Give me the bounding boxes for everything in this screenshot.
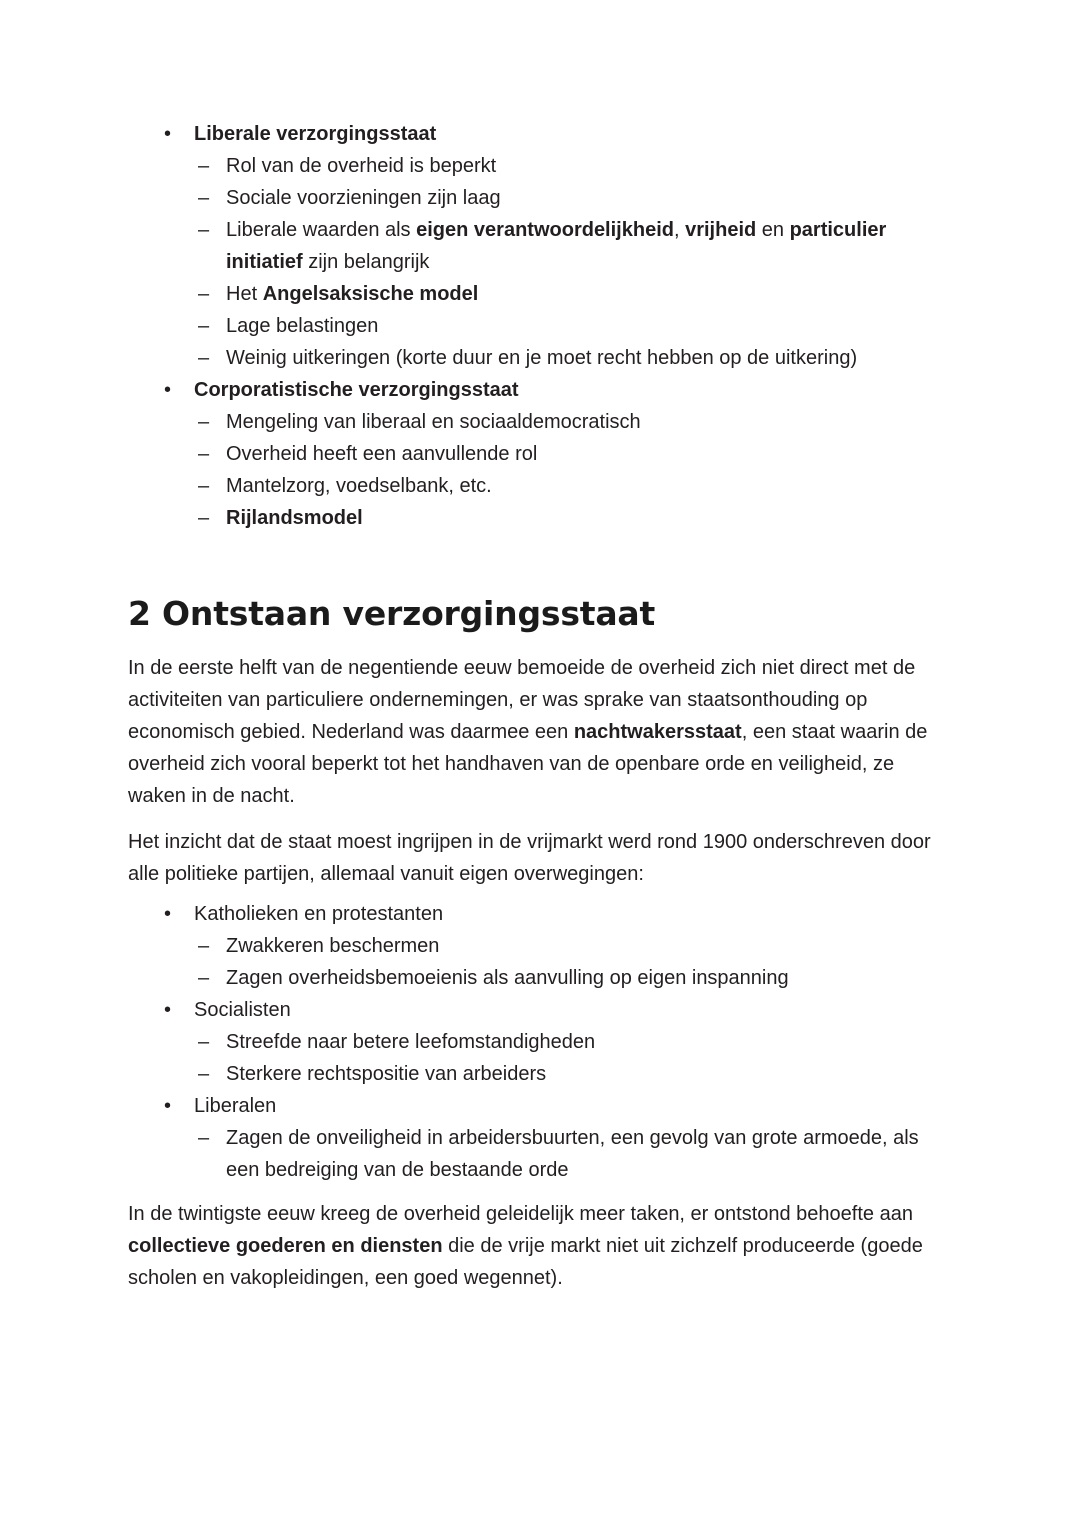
sub-list-item-label <box>226 342 946 374</box>
paragraph-text-run-1: collectieve goederen en diensten <box>128 1235 443 1257</box>
bullet-dot-icon: • <box>164 999 172 1021</box>
sub-list-item-label <box>226 406 946 438</box>
sub-list <box>194 930 946 994</box>
list-item <box>128 118 946 374</box>
sub-list-item-text-run-0: Liberale waarden als <box>226 219 417 241</box>
paragraph-text-run-2: , een staat waarin de overheid zich vooral beperkt tot het handhaven van de openbare orde en veiligheid, ze waken in de nacht. <box>128 721 928 807</box>
sub-list-item-text-run-1: eigen verantwoordelijkheid <box>416 219 674 241</box>
sub-list-item-text-run-6: zijn belangrijk <box>302 251 430 273</box>
paragraph-staat-ingrijpen <box>128 826 946 890</box>
political-parties-list <box>128 898 946 1186</box>
list-item-label: Corporatistische verzorgingsstaat <box>194 379 519 401</box>
sub-list-item-text-run-5: particulier initiatief <box>226 219 887 273</box>
spacer <box>128 534 946 594</box>
paragraph-text-run-1: nachtwakersstaat <box>573 721 742 743</box>
sub-list-item-text-run-0: Lage belastingen <box>226 315 379 337</box>
paragraph-text-run-0: In de twintigste eeuw kreeg de overheid geleidelijk meer taken, er ontstond behoefte aan <box>128 1203 913 1225</box>
sub-list-item-text-run-0: Weinig uitkeringen (korte duur en je moet recht hebben op de uitkering) <box>226 347 858 369</box>
dash-bullet-icon: – <box>198 1127 210 1149</box>
sub-list-item <box>194 150 946 182</box>
list-item-label: Liberalen <box>194 1095 277 1117</box>
sub-list-item <box>194 310 946 342</box>
sub-list-item-text-run-3: vrijheid <box>685 219 757 241</box>
sub-list-item <box>194 438 946 470</box>
sub-list <box>194 406 946 534</box>
dash-bullet-icon: – <box>198 283 210 305</box>
sub-list-item-text-run-0: Rijlandsmodel <box>226 507 363 529</box>
document-content <box>128 118 946 1294</box>
sub-list-item <box>194 1026 946 1058</box>
sub-list-item-text-run-0: Overheid heeft een aanvullende rol <box>226 443 538 465</box>
sub-list-item-label <box>226 438 946 470</box>
paragraph-text-run-0: Het inzicht dat de staat moest ingrijpen in de vrijmarkt werd rond 1900 onderschreven door alle politieke partijen, allemaal vanuit eigen overwegingen: <box>128 831 931 885</box>
dash-bullet-icon: – <box>198 507 210 529</box>
sub-list-item-label <box>226 1026 946 1058</box>
spacer <box>128 1186 946 1198</box>
sub-list-item <box>194 214 946 278</box>
dash-bullet-icon: – <box>198 967 210 989</box>
list-item-label: Katholieken en protestanten <box>194 903 444 925</box>
sub-list-item-label <box>226 962 946 994</box>
sub-list-item-text-run-0: Mengeling van liberaal en sociaaldemocratisch <box>226 411 641 433</box>
sub-list-item <box>194 1058 946 1090</box>
sub-list-item <box>194 1122 946 1186</box>
list-item-label: Socialisten <box>194 999 291 1021</box>
sub-list <box>194 1026 946 1090</box>
bullet-dot-icon: • <box>164 903 172 925</box>
dash-bullet-icon: – <box>198 1031 210 1053</box>
sub-list-item-text-run-0: Streefde naar betere leefomstandigheden <box>226 1031 596 1053</box>
sub-list <box>194 1122 946 1186</box>
sub-list-item <box>194 182 946 214</box>
sub-list-item-text-run-0: Rol van de overheid is beperkt <box>226 155 497 177</box>
sub-list-item <box>194 278 946 310</box>
list-item <box>128 1090 946 1186</box>
dash-bullet-icon: – <box>198 935 210 957</box>
sub-list-item-label <box>226 470 946 502</box>
list-item <box>128 898 946 994</box>
sub-list-item-label <box>226 930 946 962</box>
list-item <box>128 994 946 1090</box>
spacer <box>128 812 946 826</box>
bullet-dot-icon: • <box>164 379 172 401</box>
paragraph-text-run-2: die de vrije markt niet uit zichzelf produceerde (goede scholen en vakopleidingen, een goed wegennet). <box>128 1235 923 1289</box>
sub-list-item-text-run-0: Zagen de onveiligheid in arbeidersbuurten, een gevolg van grote armoede, als een bedreiging van de bestaande orde <box>226 1127 919 1181</box>
welfare-state-models-list <box>128 118 946 534</box>
dash-bullet-icon: – <box>198 347 210 369</box>
sub-list-item-text-run-0: Het <box>226 283 263 305</box>
dash-bullet-icon: – <box>198 187 210 209</box>
sub-list <box>194 150 946 374</box>
dash-bullet-icon: – <box>198 155 210 177</box>
sub-list-item-label <box>226 278 946 310</box>
sub-list-item <box>194 406 946 438</box>
sub-list-item-text-run-0: Sociale voorzieningen zijn laag <box>226 187 501 209</box>
sub-list-item-text-run-0: Sterkere rechtspositie van arbeiders <box>226 1063 547 1085</box>
dash-bullet-icon: – <box>198 219 210 241</box>
list-item <box>128 374 946 534</box>
page-title: 2 Ontstaan verzorgingsstaat <box>128 594 656 633</box>
dash-bullet-icon: – <box>198 315 210 337</box>
sub-list-item <box>194 502 946 534</box>
sub-list-item <box>194 470 946 502</box>
sub-list-item-label <box>226 310 946 342</box>
bullet-dot-icon: • <box>164 1095 172 1117</box>
dash-bullet-icon: – <box>198 475 210 497</box>
sub-list-item-text-run-0: Zwakkeren beschermen <box>226 935 440 957</box>
sub-list-item-text-run-0: Zagen overheidsbemoeienis als aanvulling op eigen inspanning <box>226 967 789 989</box>
paragraph-nachtwakersstaat <box>128 652 946 812</box>
dash-bullet-icon: – <box>198 411 210 433</box>
sub-list-item-label <box>226 182 946 214</box>
sub-list-item <box>194 930 946 962</box>
sub-list-item-label <box>226 502 946 534</box>
dash-bullet-icon: – <box>198 443 210 465</box>
bullet-dot-icon: • <box>164 123 172 145</box>
sub-list-item-text-run-4: en <box>756 219 790 241</box>
sub-list-item-text-run-0: Mantelzorg, voedselbank, etc. <box>226 475 492 497</box>
sub-list-item-label <box>226 214 946 278</box>
paragraph-text-run-0: In de eerste helft van de negentiende eeuw bemoeide de overheid zich niet direct met de activiteiten van particuliere ondernemingen, er was sprake van staatsonthouding op economisch gebied. Nederland was daarmee een <box>128 657 916 743</box>
sub-list-item <box>194 342 946 374</box>
sub-list-item-label <box>226 1058 946 1090</box>
dash-bullet-icon: – <box>198 1063 210 1085</box>
sub-list-item-label <box>226 150 946 182</box>
list-item-label: Liberale verzorgingsstaat <box>194 123 437 145</box>
sub-list-item <box>194 962 946 994</box>
spacer <box>128 890 946 898</box>
sub-list-item-text-run-1: Angelsaksische model <box>262 283 479 305</box>
paragraph-collectieve-goederen <box>128 1198 946 1294</box>
spacer <box>128 634 946 652</box>
sub-list-item-label <box>226 1122 946 1186</box>
sub-list-item-text-run-2: , <box>673 219 686 241</box>
